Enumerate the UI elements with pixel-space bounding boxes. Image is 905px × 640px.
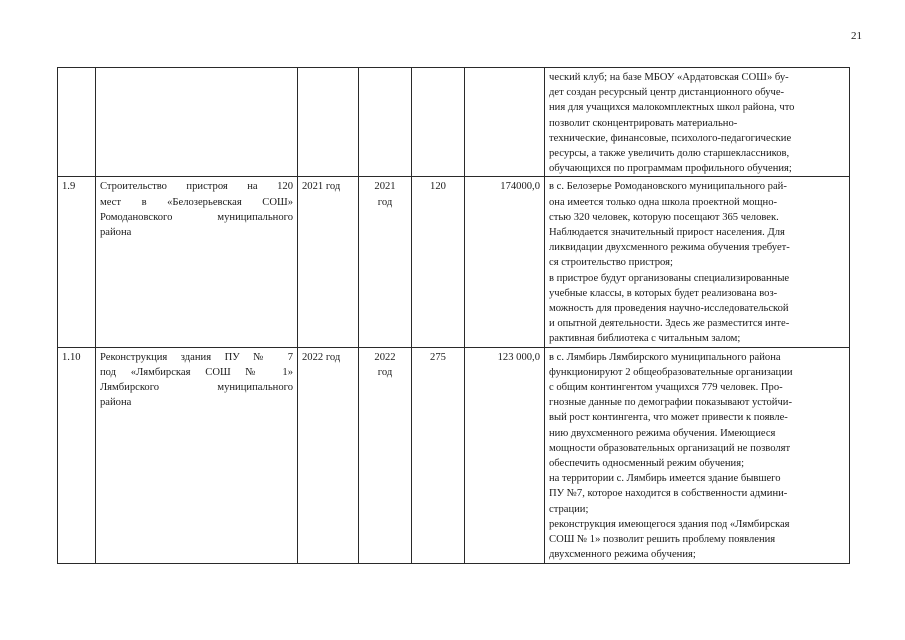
justification-line: мощности образовательных организаций не позволят: [549, 442, 791, 454]
end-year-cell: [359, 68, 412, 177]
project-name-cell: [96, 177, 298, 347]
justification-line: позволит сконцентрировать материально-: [549, 117, 738, 129]
justification-line: обеспечить односменный режим обучения;: [549, 458, 745, 470]
project-name-line: Строительство пристроя на 120: [100, 181, 293, 193]
item-number: 1.10: [62, 351, 81, 363]
project-name-cell: [96, 68, 298, 177]
program-table: [57, 67, 850, 564]
justification-line: учебные классы, в которых будет реализована воз-: [549, 287, 778, 299]
justification-line: функционируют 2 общеобразовательные организации: [549, 366, 793, 378]
justification-line: в с. Белозерье Ромодановского муниципального рай-: [549, 181, 787, 193]
end-year-line: 2021: [374, 181, 396, 193]
cost-cell: [465, 68, 545, 177]
start-year-cell: [298, 347, 359, 563]
justification-line: нию двухсменного режима обучения. Имеющиеся: [549, 427, 776, 439]
start-year-cell: [298, 68, 359, 177]
justification-line: технические, финансовые, психолого-педагогические: [549, 132, 792, 144]
justification-line: вый рост контингента, что может привести к появле-: [549, 412, 788, 424]
project-name-cell: [96, 347, 298, 563]
table-row: [58, 347, 850, 563]
justification-line: страции;: [549, 503, 589, 515]
table-body: [58, 68, 850, 564]
justification-line: и опытной деятельности. Здесь же разместится инте-: [549, 318, 790, 330]
justification-cell: [545, 347, 850, 563]
justification-line: ческий клуб; на базе МБОУ «Ардатовская СОШ» бу-: [549, 72, 789, 83]
project-name-line: района: [100, 397, 132, 409]
justification-line: в пристрое будут организованы специализированные: [549, 272, 790, 284]
item-number-cell: [58, 68, 96, 177]
project-name-line: Реконструкция здания ПУ № 7: [100, 351, 293, 363]
justification-line: стью 320 человек, которую посещают 365 человек.: [549, 211, 779, 223]
justification-cell: [545, 177, 850, 347]
item-number-cell: [58, 347, 96, 563]
start-year-cell: [298, 177, 359, 347]
places-cell: [412, 68, 465, 177]
places-cell: [412, 177, 465, 347]
project-name-line: района: [100, 227, 132, 239]
table-row: [58, 68, 850, 177]
justification-line: обучающихся по программам профильного обучения;: [549, 163, 792, 175]
page-number: 21: [851, 30, 862, 42]
justification-line: рактивная библиотека с читальным залом;: [549, 333, 741, 345]
end-year-line: год: [377, 366, 393, 378]
cost-value: 174000,0: [500, 181, 540, 193]
places-cell: [412, 347, 465, 563]
project-name-line: Лямбирского муниципального: [100, 382, 293, 394]
justification-line: СОШ № 1» позволит решить проблему появления: [549, 534, 776, 546]
item-number: 1.9: [62, 181, 76, 193]
project-name-line: мест в «Белозерьевская СОШ»: [100, 196, 293, 208]
end-year-cell: [359, 177, 412, 347]
justification-line: дет создан ресурсный центр дистанционного обуче-: [549, 87, 785, 99]
justification-line: реконструкция имеющегося здания под «Лямбирская: [549, 518, 790, 530]
item-number-cell: [58, 177, 96, 347]
justification-line: можность для проведения научно-исследовательской: [549, 303, 789, 315]
justification-line: ресурсы, а также увеличить долю старшеклассников,: [549, 148, 790, 160]
places-count: 120: [430, 181, 446, 193]
end-year-cell: [359, 347, 412, 563]
justification-line: двухсменного режима обучения;: [549, 549, 696, 561]
justification-line: ния для учащихся малокомплектных школ района, что: [549, 102, 795, 114]
cost-cell: [465, 347, 545, 563]
start-year: 2022 год: [302, 351, 341, 363]
justification-cell: [545, 68, 850, 177]
cost-value: 123 000,0: [497, 351, 540, 363]
project-name-line: под «Лямбирская СОШ № 1»: [100, 366, 293, 378]
justification-line: Наблюдается значительный прирост населения. Для: [549, 227, 785, 239]
end-year-line: 2022: [374, 351, 396, 363]
justification-line: ликвидации двухсменного режима обучения требует-: [549, 242, 790, 254]
justification-line: с общим контингентом учащихся 779 человек. Про-: [549, 382, 783, 394]
justification-line: она имеется только одна школа проектной мощно-: [549, 196, 778, 208]
places-count: 275: [430, 351, 446, 363]
justification-line: ПУ №7, которое находится в собственности админи-: [549, 488, 788, 500]
end-year-line: год: [377, 196, 393, 208]
justification-line: на территории с. Лямбирь имеется здание бывшего: [549, 473, 781, 485]
justification-line: гнозные данные по демографии показывают устойчи-: [549, 397, 792, 409]
project-name-line: Ромодановского муниципального: [100, 211, 293, 223]
start-year: 2021 год: [302, 181, 341, 193]
justification-line: ся строительство пристроя;: [549, 257, 673, 269]
table-row: [58, 177, 850, 347]
justification-line: в с. Лямбирь Лямбирского муниципального района: [549, 351, 781, 363]
cost-cell: [465, 177, 545, 347]
